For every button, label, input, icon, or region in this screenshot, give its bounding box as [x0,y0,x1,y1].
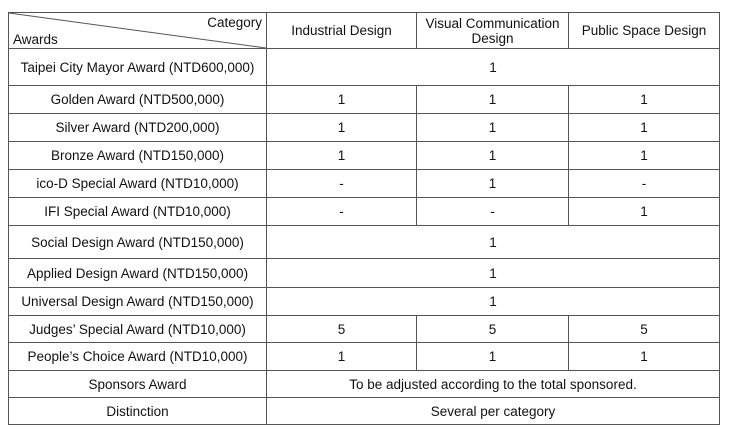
value-cell: 1 [569,142,720,170]
table-row [9,288,720,316]
award-label: ico-D Special Award (NTD10,000) [9,170,267,198]
award-label: Golden Award (NTD500,000) [9,86,267,114]
value-cell: 5 [569,316,720,343]
header-diagonal-cell [9,13,267,49]
value-cell: - [417,198,569,226]
award-label: Bronze Award (NTD150,000) [9,142,267,170]
merged-value-cell: To be adjusted according to the total sponsored. [267,371,720,398]
value-cell: 1 [267,114,417,142]
value-cell: - [267,170,417,198]
value-cell: 5 [267,316,417,343]
category-label: Category [207,15,262,30]
value-cell: 1 [267,86,417,114]
value-cell: 1 [417,170,569,198]
award-label: Taipei City Mayor Award (NTD600,000) [9,49,267,86]
value-cell: - [267,198,417,226]
table-row [9,259,720,288]
table-row [9,86,720,114]
table-row [9,316,720,343]
value-cell: 1 [417,114,569,142]
merged-value-cell: Several per category [267,398,720,425]
table-row [9,49,720,86]
column-header-public-space: Public Space Design [569,13,720,49]
award-label: Social Design Award (NTD150,000) [9,226,267,259]
table-row [9,398,720,425]
value-cell: 1 [569,114,720,142]
value-cell: 1 [417,86,569,114]
value-cell: 1 [417,142,569,170]
value-cell: 1 [569,86,720,114]
table-row [9,371,720,398]
award-label: Sponsors Award [9,371,267,398]
table-row [9,226,720,259]
table-row [9,142,720,170]
table-row [9,343,720,371]
value-cell: 1 [417,343,569,371]
award-label: Universal Design Award (NTD150,000) [9,288,267,316]
column-header-visual-communication: Visual Communication Design [417,13,569,49]
value-cell: 5 [417,316,569,343]
award-label: Applied Design Award (NTD150,000) [9,259,267,288]
value-cell: 1 [267,343,417,371]
value-cell: 1 [267,142,417,170]
merged-value-cell: 1 [267,288,720,316]
award-label: IFI Special Award (NTD10,000) [9,198,267,226]
awards-label: Awards [13,32,58,47]
merged-value-cell: 1 [267,226,720,259]
award-label: Silver Award (NTD200,000) [9,114,267,142]
table-row [9,114,720,142]
awards-table [8,12,720,425]
award-label: People’s Choice Award (NTD10,000) [9,343,267,371]
value-cell: - [569,170,720,198]
value-cell: 1 [569,198,720,226]
award-label: Distinction [9,398,267,425]
column-header-industrial: Industrial Design [267,13,417,49]
merged-value-cell: 1 [267,259,720,288]
award-label: Judges’ Special Award (NTD10,000) [9,316,267,343]
table-row [9,198,720,226]
header-row [9,13,720,49]
table-row [9,170,720,198]
merged-value-cell: 1 [267,49,720,86]
value-cell: 1 [569,343,720,371]
